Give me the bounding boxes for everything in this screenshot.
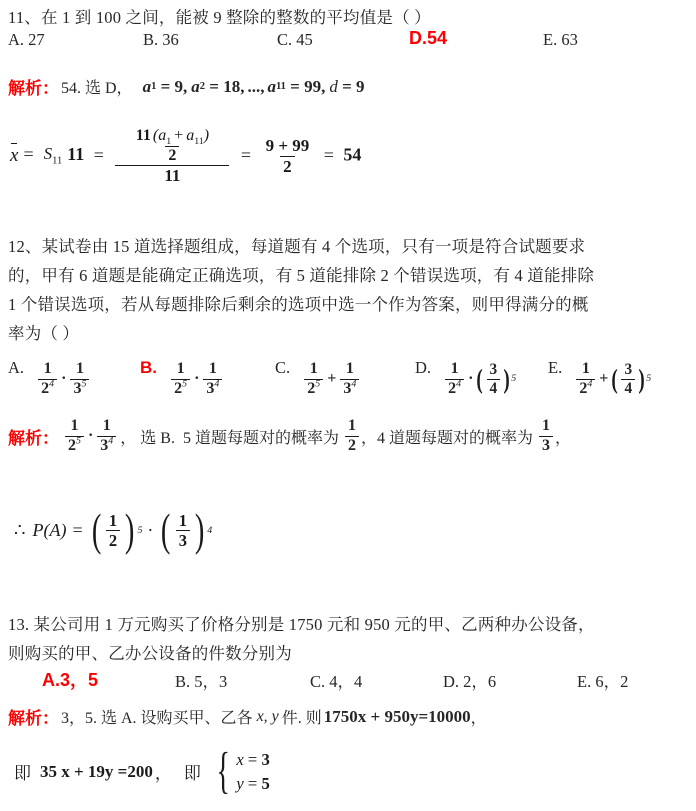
system-row-1: x = 3 — [236, 750, 270, 769]
left-brace-icon: { — [216, 743, 230, 800]
question-12-options — [0, 352, 696, 396]
option-12-a[interactable]: A. $\frac{1}{2^4}$ · $\frac{1}{3^5}$ — [8, 358, 91, 397]
solution-11-lead: 54. 选 D， — [61, 80, 133, 97]
solution-13-line — [8, 704, 487, 729]
option-13-a[interactable]: A.3，5 — [42, 670, 99, 690]
option-12-c-label: C. — [275, 358, 291, 377]
therefore-symbol: ∴ — [14, 520, 26, 541]
option-12-b[interactable]: B. $\frac{1}{2^5}$ · $\frac{1}{3^4}$ — [140, 358, 224, 397]
option-13-b[interactable]: B. 5，3 — [175, 672, 228, 691]
solution-13-comma2: ， — [154, 764, 172, 784]
option-12-e-label: E. — [548, 358, 563, 377]
solution-colon-11: ： — [42, 79, 59, 98]
solution-12-line — [8, 418, 571, 454]
system-row-2: y = 5 — [236, 773, 270, 793]
option-11-b[interactable]: B. 36 — [143, 30, 179, 49]
equation-system — [211, 743, 270, 800]
solution-12-text1: 5 道题每题对的概率为 — [182, 429, 339, 447]
question-12-stem-line-2: 的，甲有 6 道题是能确定正确选项，有 5 道能排除 2 个错误选项，有 4 道能排除 — [8, 266, 595, 285]
option-13-d[interactable]: D. 2，6 — [443, 672, 497, 691]
solution-label-11: 解析 — [8, 79, 42, 98]
option-12-b-label: B. — [140, 358, 157, 377]
option-11-c[interactable]: C. 45 — [277, 30, 313, 49]
solution-12-comma2: ， — [360, 429, 377, 447]
solution-13-equation-2: 35 x + 19y =200 — [40, 761, 153, 781]
solution-12-third: $\frac{1}{3}$ — [537, 418, 555, 454]
question-13-stem-line-1: 13. 某公司用 1 万元购买了价格分别是 1750 元和 950 元的甲、乙两种办公设备， — [8, 615, 595, 634]
question-11-stem: 11、在 1 到 100 之间，能被 9 整除的整数的平均值是（ ） — [8, 8, 431, 27]
solution-13-lead: 3，5. 选 A. 设购买甲、乙各 — [61, 710, 253, 727]
solution-12-comma3: ， — [555, 429, 572, 447]
option-12-a-label: A. — [8, 358, 25, 377]
option-13-e[interactable]: E. 6，2 — [577, 672, 629, 691]
solution-13-equation-1: 1750x + 950y=10000 — [323, 706, 471, 726]
question-12-stem-line-1: 12、某试卷由 15 道选择题组成，每道题有 4 个选项，只有一项是符合试题要求 — [8, 237, 586, 256]
solution-11-line — [8, 74, 365, 99]
solution-12-expr: $\frac{1}{2^5}$ · $\frac{1}{3^4}$ — [63, 418, 118, 454]
option-11-e[interactable]: E. 63 — [543, 30, 578, 49]
solution-colon-12: ： — [42, 428, 59, 448]
question-11-options — [0, 30, 696, 58]
solution-13-then: 即 — [183, 764, 201, 784]
solution-12-text2: 4 道题每题对的概率为 — [376, 429, 533, 447]
solution-label-12: 解析 — [8, 428, 42, 448]
x-bar-symbol: x — [10, 144, 19, 166]
option-13-c[interactable]: C. 4，4 — [310, 672, 363, 691]
solution-13-prefix: 即 — [14, 764, 31, 784]
question-12-stem-line-3: 1 个错误选项，若从每题排除后剩余的选项中选一个作为答案，则甲得满分的概 — [8, 295, 589, 314]
solution-13-comma: ， — [470, 710, 487, 727]
solution-11-sequence: a 1 = 9 , a 2 = 18 , ..., a 11 = 99 , d = 9 — [142, 76, 365, 96]
option-12-c[interactable]: C. $\frac{1}{2^5}$ + $\frac{1}{3^4}$ — [275, 358, 361, 397]
question-13-stem-line-2: 则购买的甲、乙办公设备的件数分别为 — [8, 644, 292, 663]
question-12-stem-line-4: 率为（ ） — [8, 324, 80, 343]
solution-13-line-2 — [14, 743, 270, 800]
question-13-options — [0, 668, 696, 696]
solution-13-vars: x, y — [256, 707, 279, 725]
solution-colon-13: ： — [42, 709, 59, 728]
solution-12-choose: 选 B. — [140, 429, 175, 447]
option-12-e[interactable]: E. $\frac{1}{2^4}$ + ( $\frac{3}{4}$ ) 5 — [548, 358, 652, 397]
solution-11-formula: x = $S_{11}$ 11 = $\frac{\frac{11 (a_1 + a_{11})}{2}}{11}$ = $\frac{9 + 99}{2}$ = 54 — [10, 127, 362, 186]
solution-13-unit: 件. 则 — [281, 710, 322, 727]
solution-12-conclusion: ∴ P(A) = ( $\frac{1}{2}$ ) 5 · ( $\frac{1}{3}$ ) 4 — [14, 504, 213, 556]
option-11-a[interactable]: A. 27 — [8, 30, 45, 49]
probability-pa: P(A) — [32, 520, 67, 541]
solution-label-13: 解析 — [8, 709, 42, 728]
solution-12-half: $\frac{1}{2}$ — [343, 418, 361, 454]
solution-12-comma1: ， — [120, 429, 137, 447]
option-11-d[interactable]: D.54 — [409, 28, 448, 48]
option-12-d-label: D. — [415, 358, 432, 377]
option-12-d[interactable]: D. $\frac{1}{2^4}$ · ( $\frac{3}{4}$ ) 5 — [415, 358, 517, 397]
